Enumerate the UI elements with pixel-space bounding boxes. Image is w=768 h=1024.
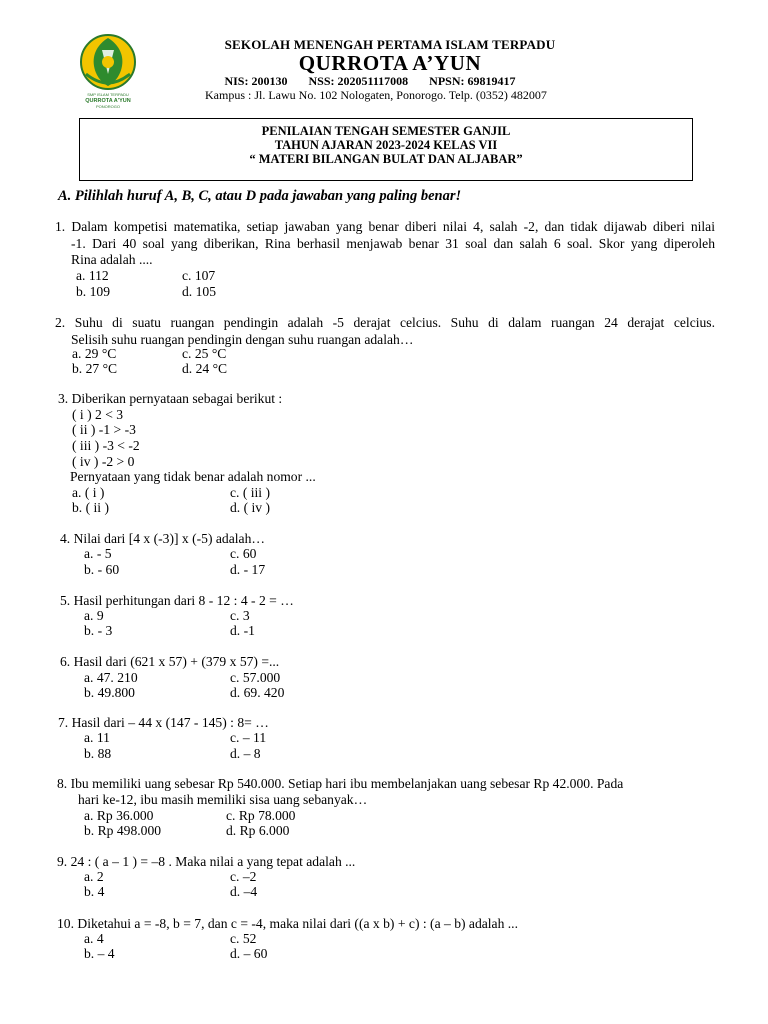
option-d: d. – 8 <box>230 746 261 761</box>
exam-title-line2: TAHUN AJARAN 2023-2024 KELAS VII <box>274 138 498 152</box>
question-9: 9. 24 : ( a – 1 ) = –8 . Maka nilai a yang tepat adalah ... <box>57 854 356 869</box>
logo-text-bottom: PONOROGO <box>95 104 121 109</box>
question-2 <box>55 315 715 348</box>
option-d: d. – 60 <box>230 946 268 961</box>
school-ids <box>160 74 580 89</box>
logo-text-main: QURROTA A'YUN <box>85 98 131 104</box>
school-type: SEKOLAH MENENGAH PERTAMA ISLAM TERPADU <box>224 37 556 52</box>
question-text: Rina adalah .... <box>71 252 153 267</box>
option-d: d. Rp 6.000 <box>226 823 290 838</box>
exam-title-line3: “ MATERI BILANGAN BULAT DAN ALJABAR” <box>249 152 523 166</box>
question-text: 2. Suhu di suatu ruangan pendingin adalah -5 derajat celcius. Suhu di dalam ruangan 24 derajat celcius. <box>55 315 715 330</box>
option-b: b. 88 <box>84 746 112 761</box>
option-d: d. 24 °C <box>182 361 228 376</box>
question-7: 7. Hasil dari – 44 x (147 - 145) : 8= … <box>58 715 269 730</box>
npsn-number: NPSN: 69819417 <box>429 74 516 88</box>
option-a: a. 9 <box>84 608 104 623</box>
option-b: b. 27 °C <box>72 361 118 376</box>
nis-number: NIS: 200130 <box>224 74 288 88</box>
option-a: a. 4 <box>84 931 104 946</box>
option-d: d. -1 <box>230 623 255 638</box>
option-c: c. ( iii ) <box>230 485 271 500</box>
option-d: d. 105 <box>182 284 216 299</box>
option-a: a. 2 <box>84 869 104 884</box>
question-6: 6. Hasil dari (621 x 57) + (379 x 57) =... <box>60 654 280 669</box>
option-a: a. ( i ) <box>72 485 105 500</box>
option-c: c. 60 <box>230 546 257 561</box>
school-name: QURROTA A’YUN <box>298 51 482 75</box>
option-a: a. Rp 36.000 <box>84 808 154 823</box>
option-c: c. Rp 78.000 <box>226 808 296 823</box>
question-3-prompt: Pernyataan yang tidak benar adalah nomor ... <box>70 469 316 484</box>
option-b: b. ( ii ) <box>72 500 109 515</box>
option-c: c. 25 °C <box>182 346 227 361</box>
option-a: a. - 5 <box>84 546 112 561</box>
option-c: c. 107 <box>182 268 216 283</box>
option-a: a. 112 <box>76 268 109 283</box>
option-a: a. 47. 210 <box>84 670 138 685</box>
school-address: Kampus : Jl. Lawu No. 102 Nologaten, Ponorogo. Telp. (0352) 482007 <box>205 88 547 102</box>
option-b: b. 109 <box>76 284 110 299</box>
option-a: a. 29 °C <box>72 346 117 361</box>
statement-i: ( i ) 2 < 3 <box>72 407 124 422</box>
question-3: 3. Diberikan pernyataan sebagai berikut : <box>58 391 283 406</box>
question-text: Selisih suhu ruangan pendingin dengan suhu ruangan adalah… <box>71 331 414 347</box>
option-d: d. ( iv ) <box>230 500 271 515</box>
question-8: 8. Ibu memiliki uang sebesar Rp 540.000. Setiap hari ibu membelanjakan uang sebesar Rp 42.000. Pada <box>57 776 624 791</box>
option-a: a. 11 <box>84 730 110 745</box>
question-8-cont: hari ke-12, ibu masih memiliki sisa uang sebanyak… <box>78 792 368 807</box>
option-c: c. – 11 <box>230 730 267 745</box>
exam-title-line1: PENILAIAN TENGAH SEMESTER GANJIL <box>261 124 511 138</box>
nss-number: NSS: 202051117008 <box>308 74 409 88</box>
logo-text-top: SMP ISLAM TERPADU <box>87 92 129 97</box>
option-b: b. - 60 <box>84 562 120 577</box>
option-b: b. 49.800 <box>84 685 135 700</box>
question-4: 4. Nilai dari [4 x (-3)] x (-5) adalah… <box>60 531 265 546</box>
option-c: c. –2 <box>230 869 257 884</box>
option-d: d. 69. 420 <box>230 685 285 700</box>
option-c: c. 57.000 <box>230 670 281 685</box>
question-1 <box>55 219 715 269</box>
question-5: 5. Hasil perhitungan dari 8 - 12 : 4 - 2 = … <box>60 593 294 608</box>
school-logo <box>72 30 144 112</box>
question-text: 1. Dalam kompetisi matematika, setiap jawaban yang benar diberi nilai 4, salah -2, dan tidak dijawab diberi nilai <box>55 219 715 234</box>
statement-ii: ( ii ) -1 > -3 <box>72 422 136 437</box>
section-instruction: A. Pilihlah huruf A, B, C, atau D pada jawaban yang paling benar! <box>58 188 462 204</box>
statement-iii: ( iii ) -3 < -2 <box>72 438 140 453</box>
option-b: b. - 3 <box>84 623 113 638</box>
question-text: -1. Dari 40 soal yang diberikan, Rina berhasil menjawab benar 31 soal dan salah 6 soal. Skor yang diperoleh <box>71 235 715 251</box>
option-b: b. – 4 <box>84 946 115 961</box>
exam-title-box <box>79 118 693 181</box>
statement-iv: ( iv ) -2 > 0 <box>72 454 135 469</box>
option-c: c. 52 <box>230 931 257 946</box>
option-d: d. –4 <box>230 884 258 899</box>
option-d: d. - 17 <box>230 562 266 577</box>
option-b: b. 4 <box>84 884 105 899</box>
option-c: c. 3 <box>230 608 250 623</box>
option-b: b. Rp 498.000 <box>84 823 162 838</box>
question-10: 10. Diketahui a = -8, b = 7, dan c = -4, maka nilai dari ((a x b) + c) : (a – b) adalah ... <box>57 916 518 931</box>
